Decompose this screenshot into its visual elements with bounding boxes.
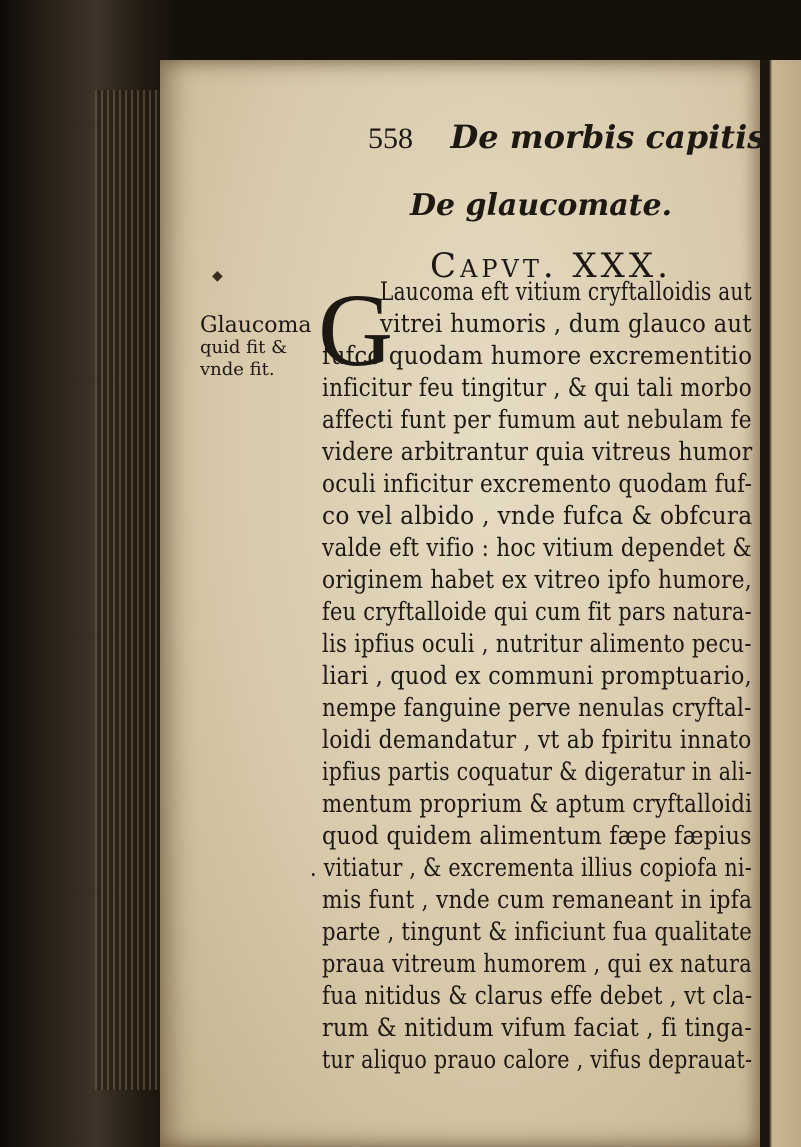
running-title: De morbis capitis [450, 118, 766, 156]
body-line: nempe fanguine perve nenulas cryftal- [322, 693, 752, 722]
printer-ornament: ◆ [212, 268, 223, 284]
body-line: praua vitreum humorem , qui ex natura [322, 949, 752, 978]
margin-note [200, 315, 320, 381]
body-line: inficitur feu tingitur , & qui tali morbo [322, 373, 752, 402]
body-line: rum & nitidum vifum faciat , fi tinga- [322, 1013, 753, 1042]
body-line: Laucoma eft vitium cryftalloidis aut [380, 277, 752, 306]
body-line: valde eft vifio : hoc vitium dependet & [322, 533, 752, 562]
body-line: quod quidem alimentum fæpe fæpius [322, 821, 752, 850]
body-line: parte , tingunt & inficiunt fua qualitate [322, 917, 753, 946]
body-line: fua nitidus & clarus effe debet , vt cla- [322, 981, 753, 1010]
body-line: vitrei humoris , dum glauco aut [380, 309, 752, 338]
body-line: fufco quodam humore excrementitio [322, 341, 753, 370]
body-line: feu cryftalloide qui cum fit pars natura- [322, 597, 752, 626]
body-line: originem habet ex vitreo ipfo humore, [322, 565, 752, 594]
body-line: oculi inficitur excremento quodam fuf- [322, 469, 753, 498]
page-number: 558 [368, 122, 413, 155]
section-title: De glaucomate. [410, 188, 673, 223]
body-line: affecti funt per fumum aut nebulam fe [322, 405, 752, 434]
margin-note-line: quid fit & [200, 337, 288, 358]
body-line: ipfius partis coquatur & digeratur in ali- [322, 757, 753, 786]
drop-cap: G [318, 273, 394, 388]
body-line: lis ipfius oculi , nutritur alimento pecu- [322, 629, 752, 658]
margin-note-line: vnde fit. [200, 359, 275, 380]
chapter-title: Capvt. XXX. [430, 246, 672, 286]
body-line: tur aliquo prauo calore , vifus deprauat- [322, 1045, 753, 1074]
margin-note-line: Glaucoma [200, 313, 312, 338]
body-line: co vel albido , vnde fufca & obfcura [322, 501, 753, 530]
body-line: . vitiatur , & excrementa illius copiofa ni- [310, 853, 752, 882]
body-line: loidi demandatur , vt ab fpiritu innato [322, 725, 752, 754]
body-line: mentum proprium & aptum cryftalloidi [322, 789, 753, 818]
body-line: liari , quod ex communi promptuario, [322, 661, 752, 690]
body-line: videre arbitrantur quia vitreus humor [322, 437, 753, 466]
running-header [368, 118, 766, 158]
body-line: mis funt , vnde cum remaneant in ipfa [322, 885, 753, 914]
